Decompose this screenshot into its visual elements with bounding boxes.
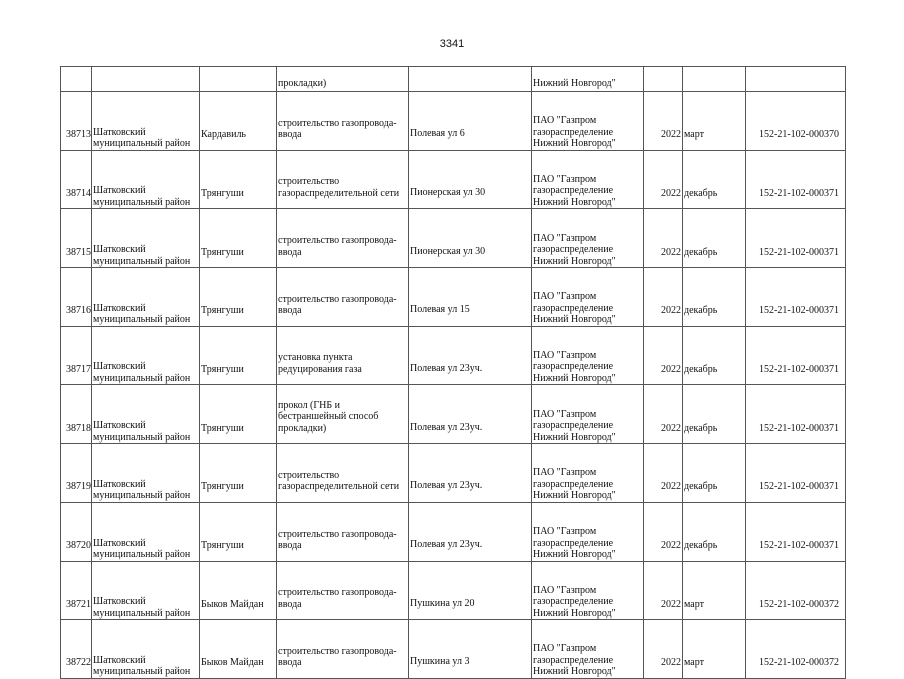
district-cell: Шатковский муниципальный район bbox=[92, 502, 200, 561]
month-cell: декабрь bbox=[683, 150, 746, 209]
year-cell: 2022 bbox=[644, 444, 683, 503]
work-cell: строительство газопровода- ввода bbox=[277, 502, 409, 561]
district-cell: Шатковский муниципальный район bbox=[92, 444, 200, 503]
num-cell: 38721 bbox=[61, 561, 92, 620]
locality-cell: Трянгуши bbox=[200, 150, 277, 209]
address-cell: Полевая ул 23уч. bbox=[409, 502, 532, 561]
org-cell: ПАО "Газпром газораспределение Нижний Новгород" bbox=[532, 326, 644, 385]
locality-cell: Кардавиль bbox=[200, 92, 277, 151]
address-cell: Полевая ул 23уч. bbox=[409, 444, 532, 503]
code-cell: 152-21-102-000371 bbox=[746, 385, 846, 444]
work-cell: строительство газопровода- ввода bbox=[277, 620, 409, 679]
district-cell: Шатковский муниципальный район bbox=[92, 92, 200, 151]
org-cell: ПАО "Газпром газораспределение Нижний Новгород" bbox=[532, 150, 644, 209]
address-cell bbox=[409, 67, 532, 92]
num-cell: 38722 bbox=[61, 620, 92, 679]
address-cell: Полевая ул 15 bbox=[409, 268, 532, 327]
table-row bbox=[61, 326, 846, 385]
org-cell: ПАО "Газпром газораспределение Нижний Новгород" bbox=[532, 502, 644, 561]
address-cell: Пионерская ул 30 bbox=[409, 209, 532, 268]
district-cell: Шатковский муниципальный район bbox=[92, 561, 200, 620]
locality-cell: Трянгуши bbox=[200, 385, 277, 444]
org-cell: ПАО "Газпром газораспределение Нижний Новгород" bbox=[532, 92, 644, 151]
num-cell: 38714 bbox=[61, 150, 92, 209]
district-cell: Шатковский муниципальный район bbox=[92, 150, 200, 209]
year-cell: 2022 bbox=[644, 268, 683, 327]
code-cell: 152-21-102-000371 bbox=[746, 268, 846, 327]
code-cell: 152-21-102-000371 bbox=[746, 326, 846, 385]
num-cell bbox=[61, 67, 92, 92]
num-cell: 38717 bbox=[61, 326, 92, 385]
code-cell: 152-21-102-000371 bbox=[746, 209, 846, 268]
address-cell: Пушкина ул 20 bbox=[409, 561, 532, 620]
num-cell: 38718 bbox=[61, 385, 92, 444]
table-row bbox=[61, 150, 846, 209]
year-cell: 2022 bbox=[644, 561, 683, 620]
district-cell: Шатковский муниципальный район bbox=[92, 209, 200, 268]
num-cell: 38713 bbox=[61, 92, 92, 151]
month-cell: декабрь bbox=[683, 326, 746, 385]
table-row bbox=[61, 561, 846, 620]
locality-cell: Быков Майдан bbox=[200, 561, 277, 620]
org-cell: ПАО "Газпром газораспределение Нижний Новгород" bbox=[532, 209, 644, 268]
org-cell: ПАО "Газпром газораспределение Нижний Новгород" bbox=[532, 385, 644, 444]
year-cell: 2022 bbox=[644, 209, 683, 268]
year-cell: 2022 bbox=[644, 620, 683, 679]
table-row bbox=[61, 502, 846, 561]
work-cell: строительство газораспределительной сети bbox=[277, 444, 409, 503]
table-row bbox=[61, 209, 846, 268]
org-cell: Нижний Новгород" bbox=[532, 67, 644, 92]
work-cell: строительство газопровода- ввода bbox=[277, 92, 409, 151]
month-cell: декабрь bbox=[683, 444, 746, 503]
table-row bbox=[61, 385, 846, 444]
locality-cell: Трянгуши bbox=[200, 268, 277, 327]
locality-cell: Быков Майдан bbox=[200, 620, 277, 679]
work-cell: установка пункта редуцирования газа bbox=[277, 326, 409, 385]
month-cell: декабрь bbox=[683, 268, 746, 327]
year-cell: 2022 bbox=[644, 385, 683, 444]
code-cell: 152-21-102-000371 bbox=[746, 502, 846, 561]
code-cell: 152-21-102-000371 bbox=[746, 444, 846, 503]
table-row bbox=[61, 620, 846, 679]
month-cell: декабрь bbox=[683, 502, 746, 561]
address-cell: Пионерская ул 30 bbox=[409, 150, 532, 209]
district-cell: Шатковский муниципальный район bbox=[92, 268, 200, 327]
district-cell: Шатковский муниципальный район bbox=[92, 385, 200, 444]
month-cell bbox=[683, 67, 746, 92]
address-cell: Пушкина ул 3 bbox=[409, 620, 532, 679]
page-number: 3341 bbox=[439, 38, 465, 50]
month-cell: март bbox=[683, 620, 746, 679]
address-cell: Полевая ул 6 bbox=[409, 92, 532, 151]
code-cell: 152-21-102-000372 bbox=[746, 620, 846, 679]
work-cell: прокладки) bbox=[277, 67, 409, 92]
code-cell: 152-21-102-000370 bbox=[746, 92, 846, 151]
table-row bbox=[61, 444, 846, 503]
work-cell: прокол (ГНБ и бестраншейный способ прокладки) bbox=[277, 385, 409, 444]
district-cell: Шатковский муниципальный район bbox=[92, 326, 200, 385]
locality-cell: Трянгуши bbox=[200, 326, 277, 385]
locality-cell: Трянгуши bbox=[200, 209, 277, 268]
year-cell: 2022 bbox=[644, 150, 683, 209]
year-cell: 2022 bbox=[644, 326, 683, 385]
work-cell: строительство газопровода- ввода bbox=[277, 209, 409, 268]
month-cell: март bbox=[683, 561, 746, 620]
work-cell: строительство газораспределительной сети bbox=[277, 150, 409, 209]
org-cell: ПАО "Газпром газораспределение Нижний Новгород" bbox=[532, 268, 644, 327]
code-cell bbox=[746, 67, 846, 92]
continuation-row bbox=[61, 67, 846, 92]
code-cell: 152-21-102-000371 bbox=[746, 150, 846, 209]
month-cell: декабрь bbox=[683, 385, 746, 444]
year-cell bbox=[644, 67, 683, 92]
month-cell: март bbox=[683, 92, 746, 151]
district-cell: Шатковский муниципальный район bbox=[92, 620, 200, 679]
month-cell: декабрь bbox=[683, 209, 746, 268]
table-row bbox=[61, 268, 846, 327]
table-row bbox=[61, 92, 846, 151]
org-cell: ПАО "Газпром газораспределение Нижний Новгород" bbox=[532, 444, 644, 503]
locality-cell: Трянгуши bbox=[200, 444, 277, 503]
num-cell: 38715 bbox=[61, 209, 92, 268]
org-cell: ПАО "Газпром газораспределение Нижний Новгород" bbox=[532, 620, 644, 679]
district-cell bbox=[92, 67, 200, 92]
num-cell: 38720 bbox=[61, 502, 92, 561]
num-cell: 38719 bbox=[61, 444, 92, 503]
code-cell: 152-21-102-000372 bbox=[746, 561, 846, 620]
year-cell: 2022 bbox=[644, 92, 683, 151]
num-cell: 38716 bbox=[61, 268, 92, 327]
address-cell: Полевая ул 23уч. bbox=[409, 385, 532, 444]
work-cell: строительство газопровода- ввода bbox=[277, 268, 409, 327]
gas-works-table bbox=[60, 66, 846, 679]
locality-cell bbox=[200, 67, 277, 92]
org-cell: ПАО "Газпром газораспределение Нижний Новгород" bbox=[532, 561, 644, 620]
year-cell: 2022 bbox=[644, 502, 683, 561]
work-cell: строительство газопровода- ввода bbox=[277, 561, 409, 620]
locality-cell: Трянгуши bbox=[200, 502, 277, 561]
address-cell: Полевая ул 23уч. bbox=[409, 326, 532, 385]
